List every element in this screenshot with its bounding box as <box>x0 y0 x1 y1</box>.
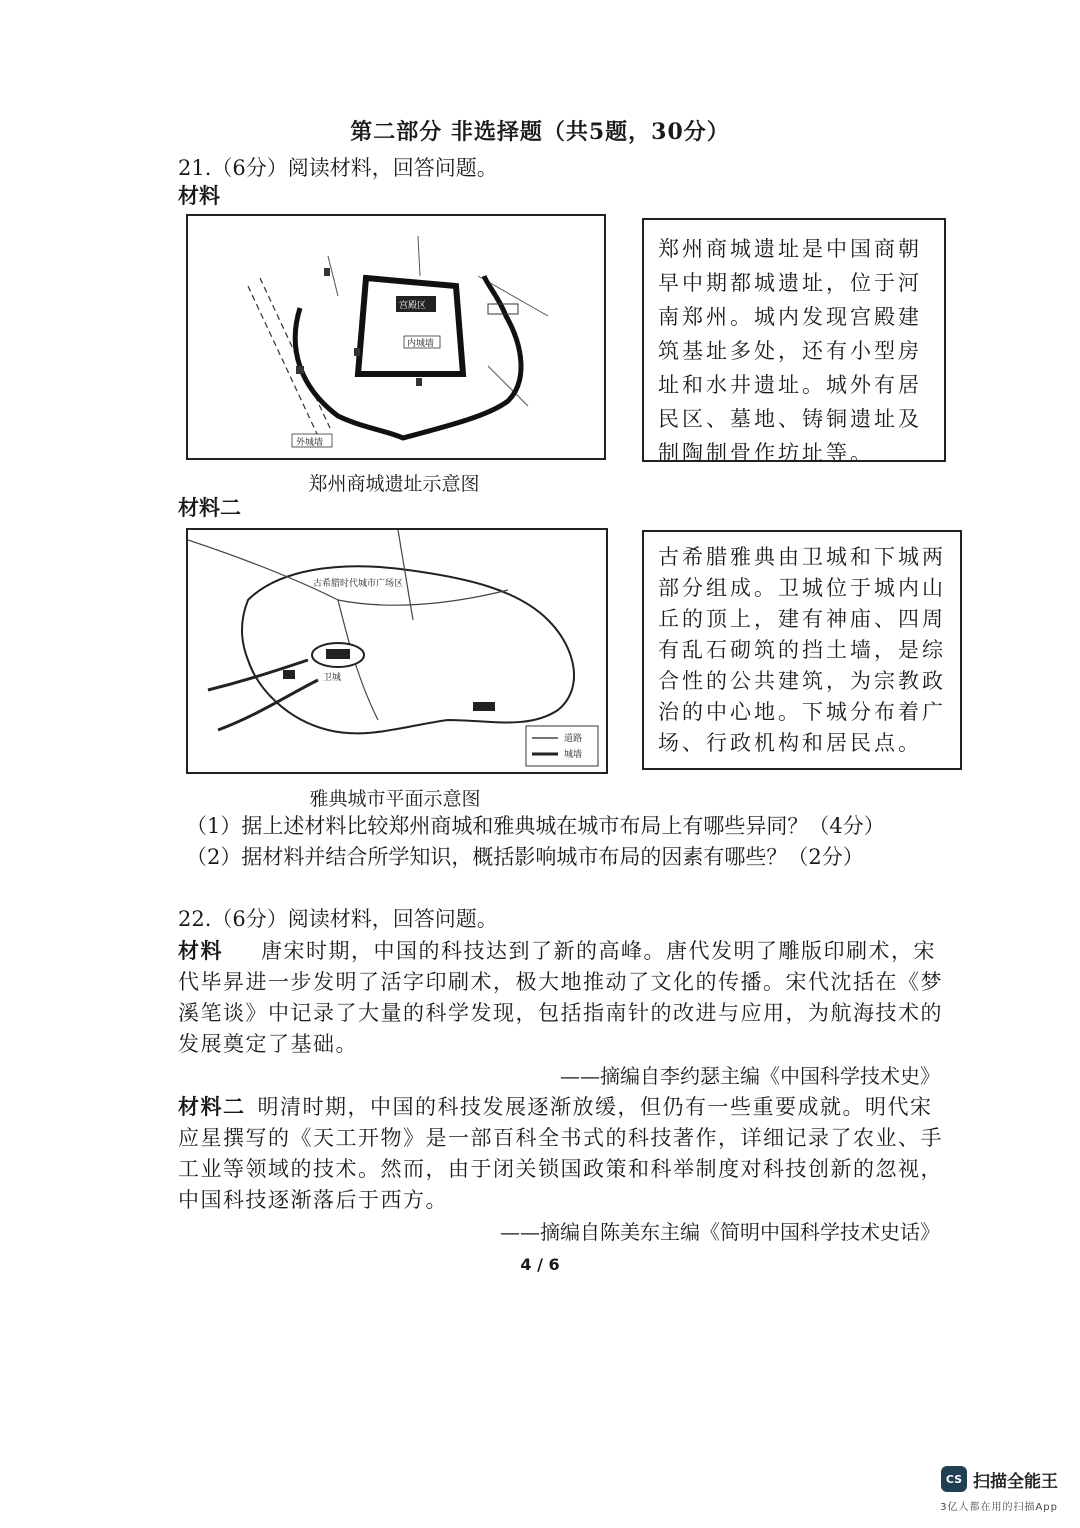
watermark-tagline: 3亿人都在用的扫描App <box>940 1502 1058 1513</box>
q22-source-2: ——摘编自陈美东主编《简明中国科学技术史话》 <box>500 1220 940 1244</box>
q22-material1 <box>178 935 978 1060</box>
q21-sub-question-2: （2）据材料并结合所学知识，概括影响城市布局的因素有哪些？（2分） <box>186 845 864 869</box>
site-mark <box>354 348 360 356</box>
acropolis-label: 卫城 <box>323 673 342 683</box>
watermark-app-name: 扫描全能王 <box>973 1471 1058 1492</box>
site-mark <box>324 268 330 276</box>
q22-material2-line: 明清时期，中国的科技发展逐渐放缓，但仍有一些重要成就。明代宋 <box>257 1095 933 1119</box>
athens-legend <box>526 726 598 766</box>
q22-material1-line: 溪笔谈》中记录了大量的科学发现，包括指南针的改进与应用，为航海技术的 <box>178 1001 943 1025</box>
site-mark <box>473 702 495 711</box>
legend-wall-label: 城墙 <box>564 750 583 760</box>
q22-material2-line: 应星撰写的《天工开物》是一部百科全书式的科技著作，详细记录了农业、手 <box>178 1126 943 1150</box>
zhengzhou-map-caption: 郑州商城遗址示意图 <box>308 473 480 495</box>
long-wall <box>218 680 318 730</box>
q21-material2-label: 材料二 <box>178 495 241 520</box>
q21-header: 21.（6分）阅读材料，回答问题。 <box>178 156 498 180</box>
q22-material2-label: 材料二 <box>178 1094 246 1119</box>
zhengzhou-map <box>186 214 606 460</box>
zhengzhou-text-box: 郑州商城遗址是中国商朝早中期都城遗址，位于河南郑州。城内发现宫殿建筑基址多处，还有小型房址和水井遗址。城外有居民区、墓地、铸铜遗址及制陶制骨作坊址等。 <box>642 218 946 462</box>
inner-wall <box>358 278 463 374</box>
camscanner-logo-icon: CS <box>941 1466 967 1492</box>
railway-line <box>248 286 318 436</box>
section-title: 第二部分 非选择题（共5题，30分） <box>350 119 730 145</box>
q22-source-1: ——摘编自李约瑟主编《中国科学技术史》 <box>560 1064 940 1088</box>
q22-material1-line: 唐宋时期，中国的科技达到了新的高峰。唐代发明了雕版印刷术，宋 <box>261 939 936 963</box>
athens-text-box: 古希腊雅典由卫城和下城两部分组成。卫城位于城内山丘的顶上，建有神庙、四周有乱石砌筑的挡土墙，是综合性的公共建筑，为宗教政治的中心地。下城分布着广场、行政机构和居民点。 <box>642 530 962 770</box>
road-line <box>338 590 508 605</box>
inner-wall-label: 内城墙 <box>407 339 435 349</box>
map-marks <box>296 268 518 386</box>
zhengzhou-map-drawing <box>188 216 604 458</box>
athens-map <box>186 528 608 774</box>
palace-label: 宫殿区 <box>399 301 427 311</box>
q22-header: 22.（6分）阅读材料，回答问题。 <box>178 907 498 931</box>
road-line <box>398 530 413 620</box>
site-mark <box>296 366 304 374</box>
outer-wall-label: 外城墙 <box>296 438 324 448</box>
page-number: 4 / 6 <box>520 1255 560 1274</box>
scanner-watermark <box>941 1466 1058 1492</box>
q21-sub-question-1: （1）据上述材料比较郑州商城和雅典城在城市布局上有哪些异同？（4分） <box>186 814 885 838</box>
road-line <box>418 236 420 276</box>
q22-material1-line: 代毕昇进一步发明了活字印刷术，极大地推动了文化的传播。宋代沈括在《梦 <box>178 970 943 994</box>
athens-map-caption: 雅典城市平面示意图 <box>309 788 481 810</box>
legend-road-label: 道路 <box>564 734 583 744</box>
agora-label: 古希腊时代城市广场区 <box>313 579 404 589</box>
q22-material1-label: 材料 <box>178 938 223 963</box>
q22-material2-line: 中国科技逐渐落后于西方。 <box>178 1188 448 1212</box>
site-mark <box>416 378 422 386</box>
q22-material2 <box>178 1091 978 1216</box>
acropolis-temple <box>326 649 350 659</box>
q22-material1-line: 发展奠定了基础。 <box>178 1032 358 1056</box>
athens-map-drawing <box>188 530 606 772</box>
site-mark <box>283 670 295 679</box>
q21-material1-label: 材料 <box>178 183 220 208</box>
q22-material2-line: 工业等领域的技术。然而，由于闭关锁国政策和科举制度对科技创新的忽视， <box>178 1157 943 1181</box>
